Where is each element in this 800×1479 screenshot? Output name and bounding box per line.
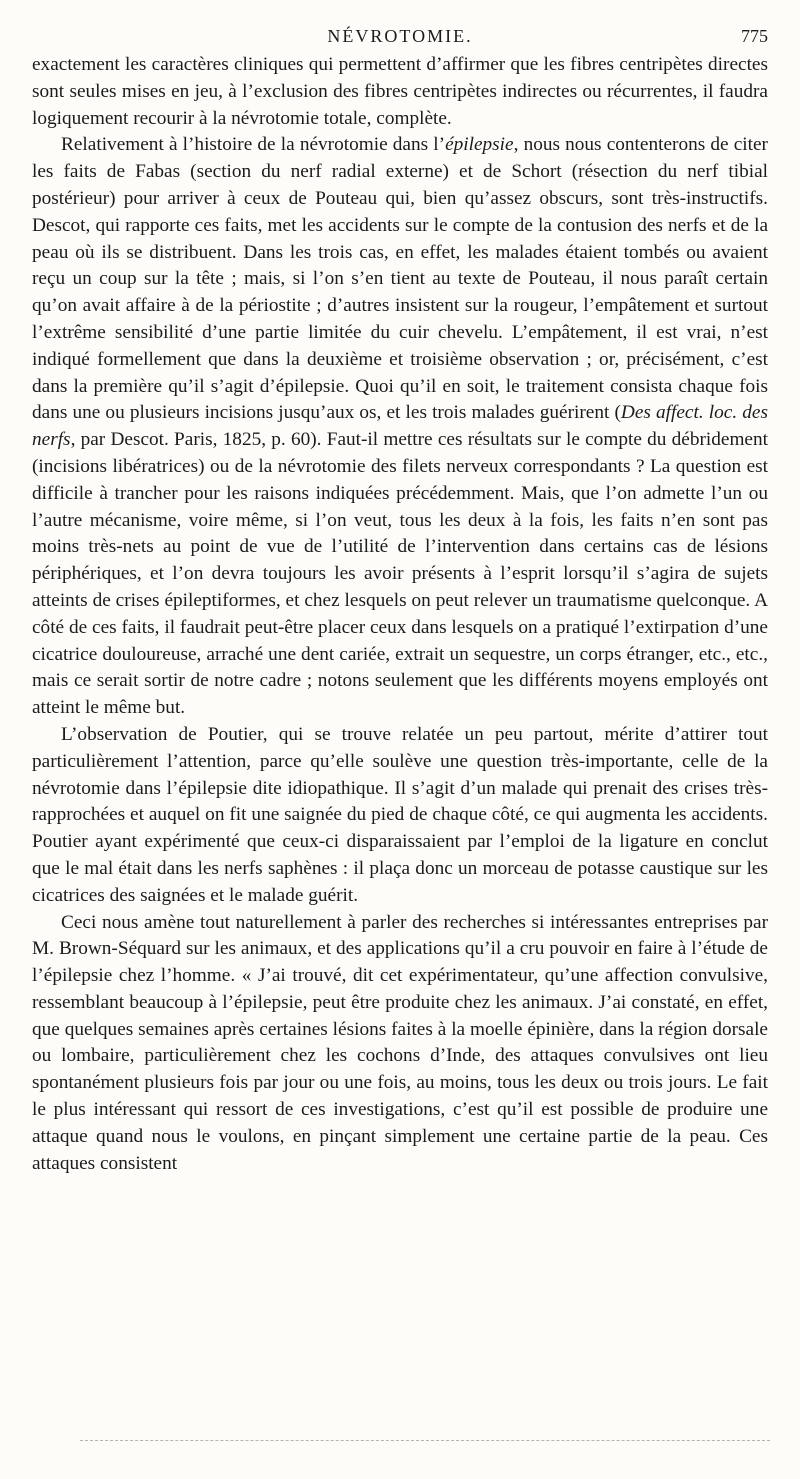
body-text [32, 52, 768, 1177]
text-run: , par Descot. Paris, 1825, p. 60). Faut-il mettre ces résultats sur le compte du débridement (incisions libératrices) ou de la névrotomie des filets nerveux correspondants ? La question est difficile à trancher pour les raisons indiquées précédemment. Mais, que l’on admette l’un ou l’autre mécanisme, voire même, si l’on veut, tous les deux à la fois, les faits n’en sont pas moins très-nets au point de vue de l’utilité de l’intervention dans certains cas de lésions périphériques, et l’on devra toujours les avoir présents à l’esprit lorsqu’il s’agira de sujets atteints de crises épileptiformes, et chez lesquels on peut relever un traumatisme quelconque. A côté de ces faits, il faudrait peut-être placer ceux dans lesquels on a pratiqué l’extirpation d’une cicatrice douloureuse, arraché une dent cariée, extrait un sequestre, un corps étranger, etc., etc., mais ce serait sortir de notre cadre ; notons seulement que les différents moyens employés ont atteint le même but. [32, 429, 768, 719]
page-number: 775 [741, 26, 768, 46]
footer-rule [80, 1440, 770, 1441]
paragraph-1 [32, 52, 768, 132]
text-run: , nous nous contenterons de citer les faits de Fabas (section du nerf radial externe) et de Schort (résection du nerf tibial postérieur) pour arriver à ceux de Pouteau qui, bien qu’assez obscurs, sont très-instructifs. Descot, qui rapporte ces faits, met les accidents sur le compte de la contusion des nerfs et de la peau où ils se distribuent. Dans les trois cas, en effet, les malades étaient tombés ou avaient reçu un coup sur la tête ; mais, si l’on s’en tient au texte de Pouteau, il nous paraît certain qu’on avait affaire à de la périostite ; d’autres insistent sur la rougeur, l’empâtement et surtout l’extrême sensibilité d’une partie limitée du cuir chevelu. L’empâtement, il est vrai, n’est indiqué formellement que dans la deuxième et troisième observation ; or, précisément, c’est dans la première qu’il s’agit d’épilepsie. Quoi qu’il en soit, le traitement consista chaque fois dans une ou plusieurs incisions jusqu’aux os, et les trois malades guérirent ( [32, 134, 768, 424]
text-run: Ceci nous amène tout naturellement à parler des recherches si intéressantes entreprises par M. Brown-Séquard sur les animaux, et des applications qu’il a cru pouvoir en faire à l’étude de l’épilepsie chez l’homme. « J’ai trouvé, dit cet expérimentateur, qu’une affection convulsive, ressemblant beaucoup à l’épilepsie, peut être produite chez les animaux. J’ai constaté, en effet, que quelques semaines après certaines lésions faites à la moelle épinière, dans la région dorsale ou lombaire, particulièrement chez les cochons d’Inde, des attaques convulsives ont lieu spontanément plusieurs fois par jour ou une fois, au moins, tous les deux ou trois jours. Le fait le plus intéressant qui ressort de ces investigations, c’est qu’il est possible de produire une attaque quand nous le voulons, en pinçant simplement une certaine partie de la peau. Ces attaques consistent [32, 911, 768, 1174]
running-head [32, 26, 768, 52]
italic-run: Des affect. loc. des nerfs [32, 402, 768, 451]
paragraph-3 [32, 722, 768, 910]
text-run: L’observation de Poutier, qui se trouve relatée un peu partout, mérite d’attirer tout particulièrement l’attention, parce qu’elle soulève une question très-importante, celle de la névrotomie dans l’épilepsie dite idiopathique. Il s’agit d’un malade qui prenait des crises très-rapprochées et auquel on fit une saignée du pied de chaque côté, ce qui augmenta les accidents. Poutier ayant expérimenté que ceux-ci disparaissaient par l’emploi de la ligature en conclut que le mal était dans les nerfs saphènes : il plaça donc un morceau de potasse caustique sur les cicatrices des saignées et le malade guérit. [32, 723, 768, 906]
page [32, 26, 768, 1177]
text-run: exactement les caractères cliniques qui permettent d’affirmer que les fibres centripètes directes sont seules mises en jeu, à l’exclusion des fibres centripètes indirectes ou récurrentes, il faudra logiquement recourir à la névrotomie totale, complète. [32, 54, 768, 129]
paragraph-2 [32, 132, 768, 722]
paragraph-4 [32, 910, 768, 1178]
text-run: Relativement à l’histoire de la névrotomie dans l’ [61, 134, 446, 156]
italic-run: épilepsie [445, 134, 514, 156]
running-title: NÉVROTOMIE. [327, 26, 473, 46]
